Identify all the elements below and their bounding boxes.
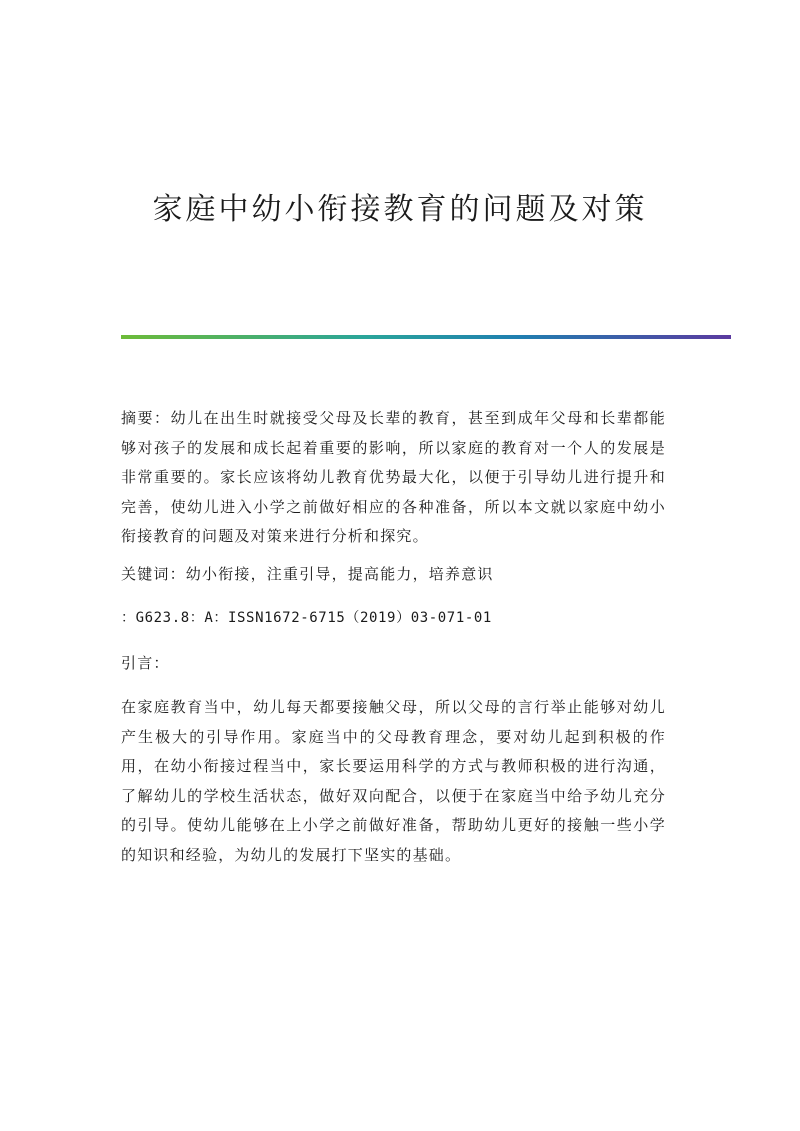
intro-heading: 引言： [121, 653, 170, 672]
intro-paragraph: 在家庭教育当中，幼儿每天都要接触父母，所以父母的言行举止能够对幼儿产生极大的引导作用。家庭当中的父母教育理念，要对幼儿起到积极的作用，在幼小衔接过程当中，家长要运用科学的方式与教师积极的进行沟通，了解幼儿的学校生活状态，做好双向配合，以便于在家庭当中给予幼儿充分的引导。使幼儿能够在上小学之前做好准备，帮助幼儿更好的接触一些小学的知识和经验，为幼儿的发展打下坚实的基础。 [121, 698, 666, 864]
document-body [121, 404, 666, 870]
abstract-paragraph: 摘要：幼儿在出生时就接受父母及长辈的教育，甚至到成年父母和长辈都能够对孩子的发展和成长起着重要的影响，所以家庭的教育对一个人的发展是非常重要的。家长应该将幼儿教育优势最大化，以便于引导幼儿进行提升和完善，使幼儿进入小学之前做好相应的各种准备，所以本文就以家庭中幼小衔接教育的问题及对策来进行分析和探究。 [121, 409, 666, 545]
keywords-line: 关键词：幼小衔接，注重引导，提高能力，培养意识 [121, 564, 494, 583]
page-title: 家庭中幼小衔接教育的问题及对策 [152, 192, 648, 227]
title-divider [121, 335, 731, 339]
classification-line: ：G623.8：A：ISSN1672-6715（2019）03-071-01 [121, 610, 492, 626]
